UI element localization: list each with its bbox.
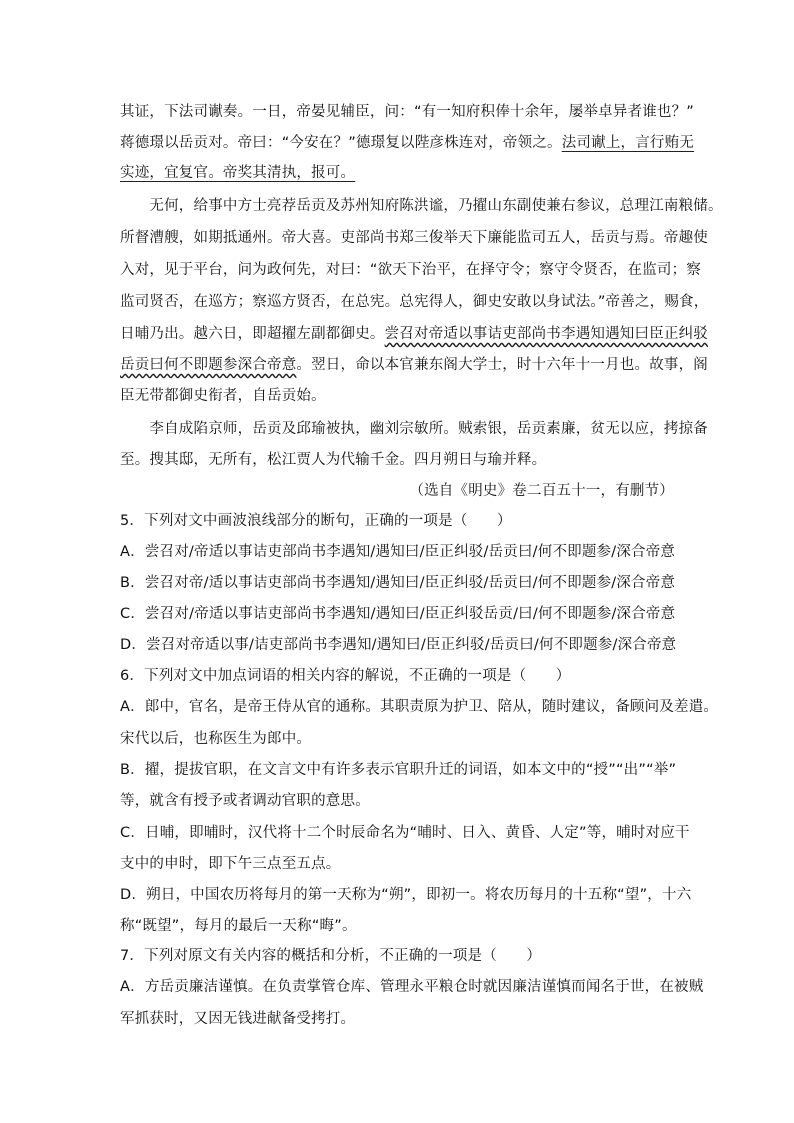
option-6c-cont: 支中的申时，即下午三点至五点。	[120, 856, 341, 872]
text-line: 其证，下法司谳奏。一日，帝晏见辅臣，问：“有一知府积俸十余年，屡举卓异者谁也？”	[120, 104, 695, 120]
option-5c: C．尝召对/帝适以事诘吏部尚书李遇知/遇知曰/臣正纠驳岳贡/曰/何不即题参/深合帝意	[120, 606, 676, 622]
text-segment: 蒋德璟以岳贡对。帝曰：“今安在？”德璟复以陛彦株连对，帝领之。	[120, 135, 562, 151]
option-7a: A．方岳贡廉洁谨慎。在负责掌管仓库、管理永平粮仓时就因廉洁谨慎而闻名于世，在被贼	[120, 979, 704, 995]
option-5b: B．尝召对帝/适以事诘吏部尚书李遇知/遇知曰/臣正纠驳/岳贡曰/何不即题参/深合帝意	[120, 575, 676, 591]
question-6: 6．下列对文中加点词语的相关内容的解说，不正确的一项是（ ）	[120, 668, 571, 684]
wavy-underlined-text: 岳贡曰何不即题参深合帝意	[120, 357, 297, 373]
option-6c: C．日晡，即晡时，汉代将十二个时辰命名为“晡时、日入、黄昏、人定”等，晡时对应干	[120, 825, 690, 841]
text-line	[120, 133, 695, 153]
text-line	[120, 163, 680, 183]
underlined-text: 实迹，宜复官。帝奖其清执，报可。	[120, 165, 356, 181]
option-6b: B．擢，提拔官职，在文言文中有许多表示官职升迁的词语，如本文中的“授”“出”“举”	[120, 762, 677, 778]
text-line	[120, 355, 709, 375]
option-5a: A．尝召对/帝适以事诘吏部尚书李遇知/遇知曰/臣正纠驳/岳贡曰/何不即题参/深合帝意	[120, 544, 676, 560]
text-line: 无何，给事中方士亮荐岳贡及苏州知府陈洪谧，乃擢山东副使兼右参议，总理江南粮储。	[120, 198, 723, 214]
underlined-text: 法司谳上，言行贿无	[561, 135, 695, 151]
option-7a-cont: 军抓获时，又因无钱进献备受拷打。	[120, 1011, 356, 1027]
text-line: 臣无带都御史衔者，自岳贡始。	[120, 388, 326, 404]
option-6a-cont: 宋代以后，也称医生为郎中。	[120, 731, 312, 747]
option-6d-cont: 称“既望”，每月的最后一天称“晦”。	[120, 918, 357, 934]
text-line: 入对，见于平台，问为政何先，对曰：“欲天下治平，在择守令；察守令贤否，在监司；察	[120, 262, 702, 278]
question-5: 5．下列对文中画波浪线部分的断句，正确的一项是（ ）	[120, 513, 512, 529]
option-6b-cont: 等，就含有授予或者调动官职的意思。	[120, 793, 370, 809]
wavy-underlined-text: 尝召对帝适以事诘吏部尚书李遇知遇知曰臣正纠驳	[384, 326, 709, 342]
text-line: 监司贤否，在巡方；察巡方贤否，在总宪。总宪得人，御史安敢以身试法。”帝善之，赐食，	[120, 294, 709, 310]
option-5d: D．尝召对帝适以事/诘吏部尚书李遇知/遇知曰/臣正纠驳/岳贡曰/何不即题参/深合帝意	[120, 637, 677, 653]
text-segment: 日晡乃出。越六日，即超擢左副都御史。	[120, 326, 385, 342]
question-7: 7．下列对原文有关内容的概括和分析，不正确的一项是（ ）	[120, 948, 542, 964]
text-line: 李自成陷京师，岳贡及邱瑜被执，幽刘宗敏所。贼索银，岳贡素廉，贫无以应，拷掠备	[120, 421, 708, 437]
source-citation: （选自《明史》卷二百五十一，有删节）	[409, 483, 674, 499]
text-line: 所督漕艘，如期抵通州。帝大喜。吏部尚书郑三俊举天下廉能监司五人，岳贡与焉。帝趣使	[120, 230, 708, 246]
text-line	[120, 324, 709, 344]
option-6d: D．朔日，中国农历将每月的第一天称为“朔”，即初一。将农历每月的十五称“望”，十六	[120, 887, 692, 903]
text-segment: 。翌日，命以本官兼东阁大学士，时十六年十一月也。故事，阁	[296, 357, 709, 373]
option-6a: A．郎中，官名，是帝王侍从官的通称。其职责原为护卫、陪从，随时建议，备顾问及差遣。	[120, 699, 719, 715]
text-line: 至。搜其邸，无所有，松江贾人为代输千金。四月朔日与瑜并释。	[120, 452, 547, 468]
